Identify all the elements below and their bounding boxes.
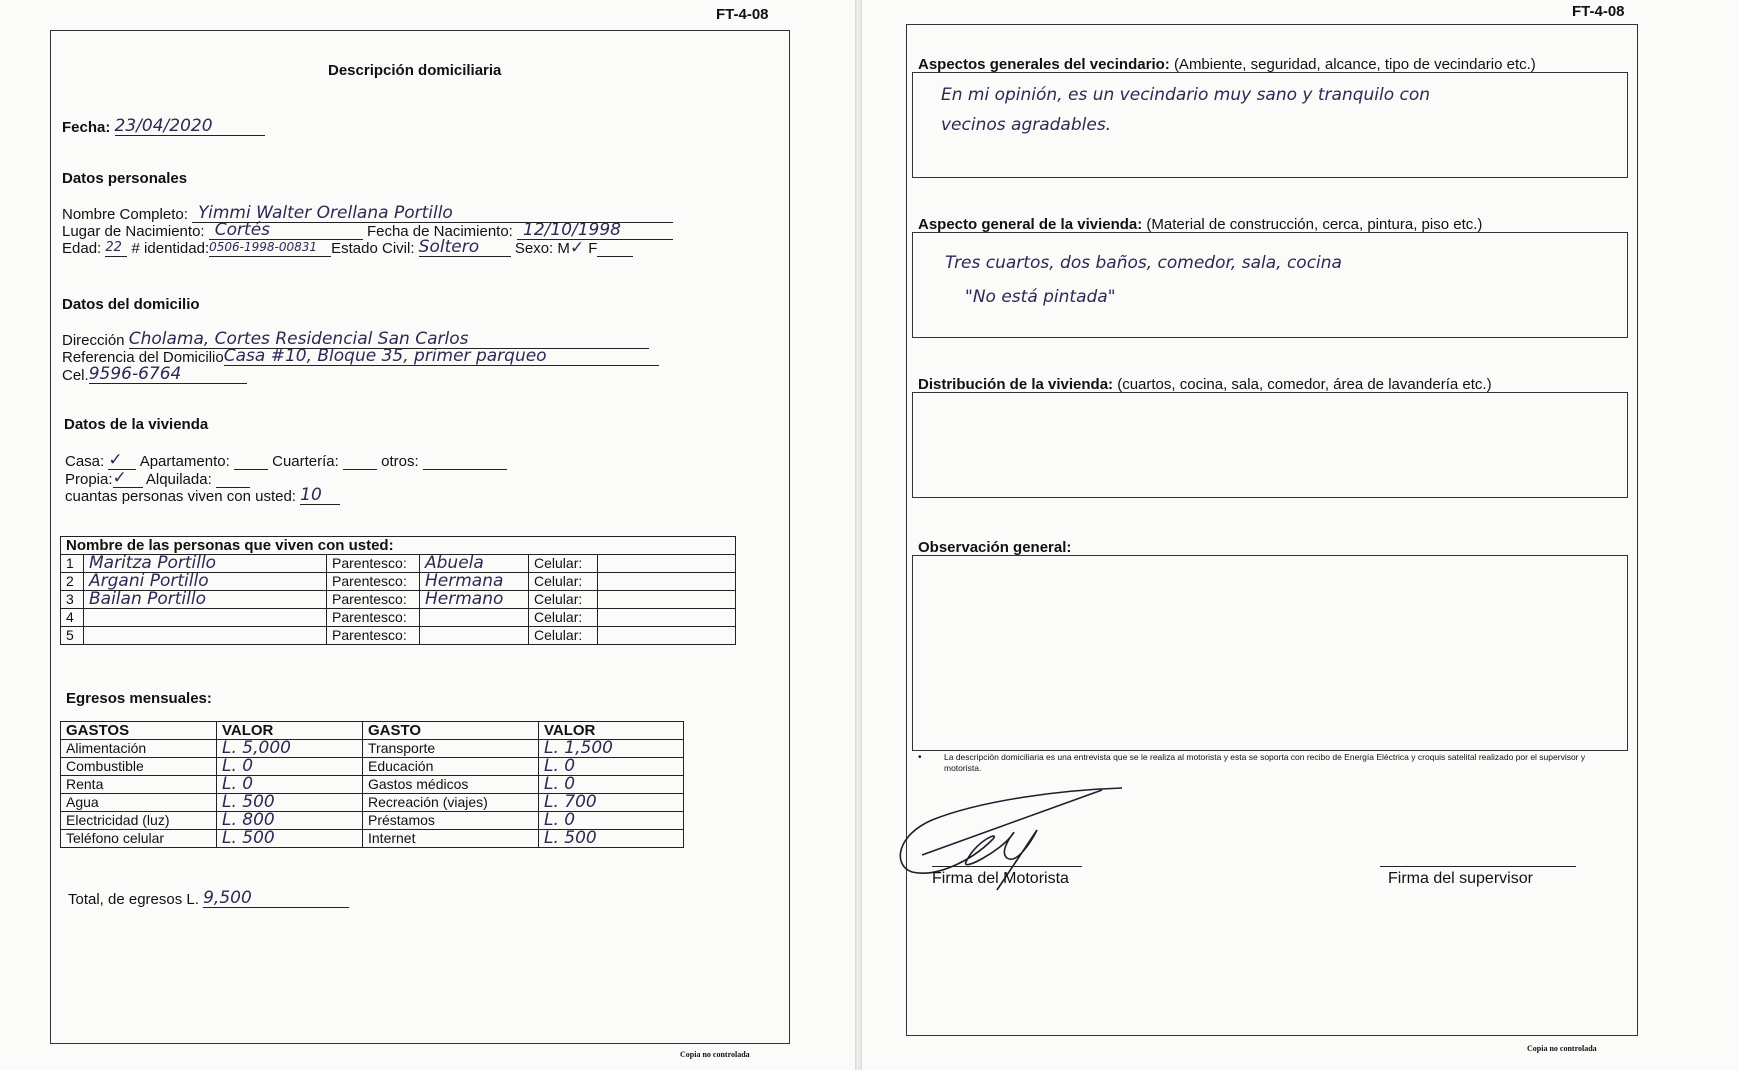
- apartamento-label: Apartamento:: [139, 453, 230, 470]
- egresos-table: [60, 721, 684, 848]
- form-code: FT-4-08: [716, 6, 769, 23]
- persona-nombre: Bailan Portillo: [84, 591, 327, 609]
- parentesco-label: Parentesco:: [327, 555, 420, 573]
- gasto-valor-2: L. 500: [539, 830, 684, 848]
- right-form-page: [862, 0, 1738, 1070]
- edad-value: 22: [105, 239, 127, 257]
- vivienda-general-line-2: "No está pintada": [965, 287, 1116, 307]
- gasto-valor: L. 0: [217, 758, 363, 776]
- sexo-f-blank: [597, 242, 633, 257]
- persona-num: 5: [61, 627, 84, 645]
- direccion-label: Dirección: [62, 332, 125, 349]
- propia-check-mark: ✓: [113, 470, 143, 488]
- persona-nombre: Maritza Portillo: [84, 555, 327, 573]
- egreso-row: [61, 812, 684, 830]
- distribucion-box: [912, 392, 1628, 498]
- vecindario-line-2: vecinos agradables.: [941, 115, 1112, 135]
- estado-civil-label: Estado Civil:: [331, 240, 415, 257]
- vecindario-label: [918, 56, 1536, 73]
- personas-table: [60, 536, 736, 645]
- celular-label: Celular:: [529, 609, 598, 627]
- gasto-valor-2: L. 0: [539, 776, 684, 794]
- fecha-label: Fecha:: [62, 119, 111, 136]
- parentesco-label: Parentesco:: [327, 573, 420, 591]
- egreso-row: [61, 794, 684, 812]
- persona-nombre: [84, 609, 327, 627]
- persona-num: 4: [61, 609, 84, 627]
- observacion-label-bold: Observación general:: [918, 539, 1072, 556]
- referencia-value: Casa #10, Bloque 35, primer parqueo: [224, 348, 659, 366]
- persona-parentesco: [420, 609, 529, 627]
- identidad-value: 0506-1998-00831: [209, 239, 331, 257]
- note-block: [918, 752, 1618, 774]
- alquilada-blank: [216, 473, 250, 488]
- vivienda-general-box: [912, 232, 1628, 338]
- col-valor-2: VALOR: [539, 722, 684, 740]
- gasto-valor-2: L. 1,500: [539, 740, 684, 758]
- gasto-name: Renta: [61, 776, 217, 794]
- persona-num: 1: [61, 555, 84, 573]
- apartamento-blank: [234, 455, 268, 470]
- fecha-nacimiento-label: Fecha de Nacimiento:: [366, 223, 513, 240]
- celular-label: Celular:: [529, 555, 598, 573]
- celular-label: Celular:: [529, 627, 598, 645]
- gasto-name-2: Educación: [363, 758, 539, 776]
- lugar-label: Lugar de Nacimiento:: [62, 223, 205, 240]
- personas-table-body: [61, 555, 736, 645]
- celular-label: Celular:: [529, 573, 598, 591]
- tenencia-field: [65, 470, 250, 488]
- form-code-right: FT-4-08: [1572, 3, 1625, 20]
- distribucion-label-bold: Distribución de la vivienda:: [918, 376, 1114, 393]
- edad-identidad-field: [62, 239, 633, 257]
- gasto-name-2: Gastos médicos: [363, 776, 539, 794]
- estado-civil-value: Soltero: [419, 239, 511, 257]
- egreso-row: [61, 830, 684, 848]
- gasto-valor: L. 500: [217, 830, 363, 848]
- persona-celular: [598, 609, 736, 627]
- col-valor: VALOR: [217, 722, 363, 740]
- direccion-value: Cholama, Cortes Residencial San Carlos: [129, 331, 649, 349]
- fecha-nacimiento-value: 12/10/1998: [517, 222, 673, 240]
- vecindario-label-bold: Aspectos generales del vecindario:: [918, 56, 1170, 73]
- sexo-label: Sexo: M: [514, 240, 570, 257]
- personas-row: [61, 609, 736, 627]
- gasto-valor: L. 500: [217, 794, 363, 812]
- motorista-signature-line: [932, 866, 1082, 867]
- total-egresos-value: 9,500: [203, 890, 349, 908]
- document-title: Descripción domiciliaria: [328, 62, 502, 79]
- egresos-heading: Egresos mensuales:: [66, 690, 212, 707]
- distribucion-label: [918, 376, 1492, 393]
- persona-celular: [598, 573, 736, 591]
- distribucion-label-rest: (cuartos, cocina, sala, comedor, área de lavandería etc.): [1117, 376, 1492, 393]
- parentesco-label: Parentesco:: [327, 627, 420, 645]
- persona-nombre: Argani Portillo: [84, 573, 327, 591]
- firma-supervisor-label: Firma del supervisor: [1388, 870, 1533, 887]
- otros-blank: [423, 455, 507, 470]
- gasto-name: Combustible: [61, 758, 217, 776]
- datos-personales-heading: Datos personales: [62, 170, 188, 187]
- footer-copia: Copia no controlada: [680, 1050, 750, 1059]
- cuarteria-blank: [343, 455, 377, 470]
- personas-row: [61, 555, 736, 573]
- personas-count-field: [65, 487, 340, 505]
- tipo-vivienda-field: [65, 452, 507, 470]
- observacion-label: [918, 539, 1071, 556]
- gasto-valor: L. 800: [217, 812, 363, 830]
- personas-row: [61, 573, 736, 591]
- gasto-name-2: Recreación (viajes): [363, 794, 539, 812]
- observacion-box: [912, 555, 1628, 751]
- fecha-value: 23/04/2020: [115, 118, 265, 136]
- persona-celular: [598, 555, 736, 573]
- vecindario-label-rest: (Ambiente, seguridad, alcance, tipo de vecindario etc.): [1173, 56, 1536, 73]
- egreso-row: [61, 758, 684, 776]
- gasto-name-2: Transporte: [363, 740, 539, 758]
- total-egresos-label: Total, de egresos L.: [68, 891, 199, 908]
- nombre-value: Yimmi Walter Orellana Portillo: [192, 205, 673, 223]
- personas-row: [61, 591, 736, 609]
- lugar-value: Cortés: [209, 222, 363, 240]
- personas-count-label: cuantas personas viven con usted:: [65, 488, 296, 505]
- referencia-label: Referencia del Domicilio: [62, 349, 224, 366]
- firma-motorista-label: Firma del Motorista: [932, 870, 1069, 887]
- gasto-valor-2: L. 0: [539, 758, 684, 776]
- propia-label: Propia:: [65, 471, 113, 488]
- gasto-name-2: Internet: [363, 830, 539, 848]
- persona-parentesco: Abuela: [420, 555, 529, 573]
- gasto-valor-2: L. 0: [539, 812, 684, 830]
- vivienda-general-line-1: Tres cuartos, dos baños, comedor, sala, cocina: [945, 253, 1342, 273]
- vecindario-line-1: En mi opinión, es un vecindario muy sano y tranquilo con: [941, 85, 1431, 105]
- persona-parentesco: Hermana: [420, 573, 529, 591]
- datos-domicilio-heading: Datos del domicilio: [62, 296, 200, 313]
- fecha-field: [62, 118, 265, 136]
- gasto-valor-2: L. 700: [539, 794, 684, 812]
- egreso-row: [61, 776, 684, 794]
- celular-label: Celular:: [529, 591, 598, 609]
- col-gastos: GASTOS: [61, 722, 217, 740]
- persona-celular: [598, 627, 736, 645]
- cel-field: [62, 366, 247, 384]
- persona-celular: [598, 591, 736, 609]
- cel-label: Cel.: [62, 367, 89, 384]
- vivienda-general-label-bold: Aspecto general de la vivienda:: [918, 216, 1143, 233]
- total-egresos-field: [68, 890, 349, 908]
- gasto-name-2: Préstamos: [363, 812, 539, 830]
- vivienda-general-label: [918, 216, 1482, 233]
- persona-nombre: [84, 627, 327, 645]
- cuarteria-label: Cuartería:: [272, 453, 339, 470]
- footer-copia-right: Copia no controlada: [1527, 1044, 1597, 1053]
- vecindario-box: [912, 72, 1628, 178]
- note-text: La descripción domiciliaria es una entrevista que se le realiza al motorista y esta se soporta con recibo de Energía Eléctrica y croquis satelital realizado por el supervisor y motorista.: [944, 752, 1586, 773]
- alquilada-label: Alquilada:: [145, 471, 212, 488]
- col-gasto: GASTO: [363, 722, 539, 740]
- cel-value: 9596-6764: [89, 366, 247, 384]
- sexo-check-mark: ✓: [569, 238, 585, 258]
- casa-check-mark: ✓: [108, 452, 136, 470]
- persona-parentesco: [420, 627, 529, 645]
- personas-table-header: Nombre de las personas que viven con usted:: [61, 537, 736, 555]
- gasto-name: Teléfono celular: [61, 830, 217, 848]
- personas-count-value: 10: [300, 487, 340, 505]
- supervisor-signature-line: [1380, 866, 1576, 867]
- identidad-label: # identidad:: [131, 240, 210, 257]
- egreso-row: [61, 740, 684, 758]
- edad-label: Edad:: [62, 240, 102, 257]
- casa-label: Casa:: [65, 453, 105, 470]
- personas-row: [61, 627, 736, 645]
- persona-parentesco: Hermano: [420, 591, 529, 609]
- gasto-valor: L. 0: [217, 776, 363, 794]
- persona-num: 2: [61, 573, 84, 591]
- note-bullet-icon: •: [918, 752, 922, 763]
- nombre-label: Nombre Completo:: [62, 206, 188, 223]
- sexo-f-label: F: [588, 240, 598, 257]
- egresos-table-body: [61, 740, 684, 848]
- gasto-name: Electricidad (luz): [61, 812, 217, 830]
- vivienda-general-label-rest: (Material de construcción, cerca, pintura, piso etc.): [1146, 216, 1483, 233]
- parentesco-label: Parentesco:: [327, 591, 420, 609]
- gasto-name: Alimentación: [61, 740, 217, 758]
- left-form-page: [0, 0, 855, 1070]
- otros-label: otros:: [381, 453, 419, 470]
- parentesco-label: Parentesco:: [327, 609, 420, 627]
- persona-num: 3: [61, 591, 84, 609]
- gasto-valor: L. 5,000: [217, 740, 363, 758]
- datos-vivienda-heading: Datos de la vivienda: [64, 416, 209, 433]
- gasto-name: Agua: [61, 794, 217, 812]
